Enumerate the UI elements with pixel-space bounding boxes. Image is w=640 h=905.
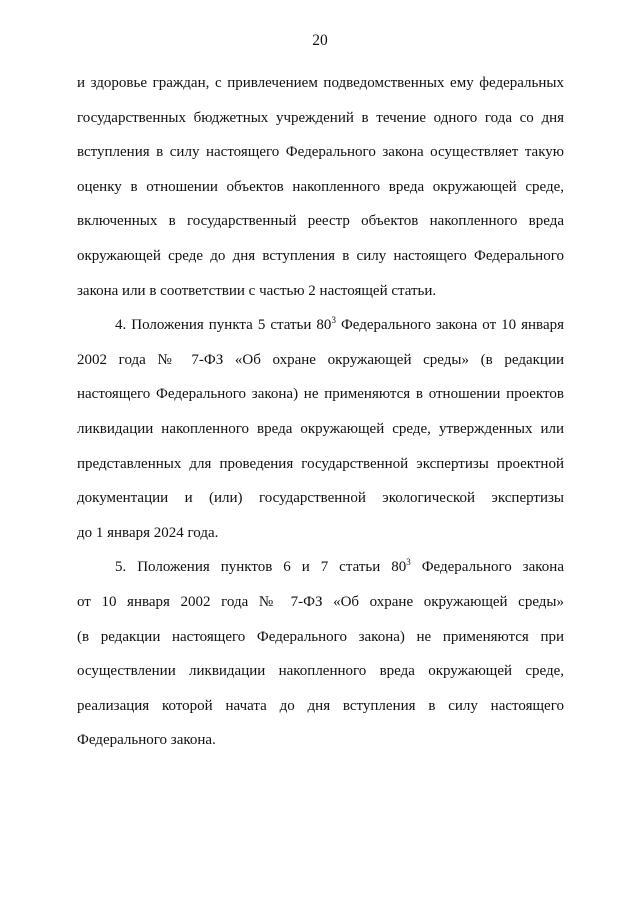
text-line: от 10 января 2002 года № 7-ФЗ «Об охране окружающей среды» [77,593,564,610]
superscript: 3 [331,315,336,326]
text-line: осуществлении ликвидации накопленного вреда окружающей среде, [77,663,564,680]
text-line: (в редакции настоящего Федерального закона) не применяются при [77,628,564,645]
text-fragment: 4. Положения пункта 5 статьи 80 [115,317,332,334]
text-fragment: Федерального закона от 10 января [335,317,565,334]
text-line: 2002 года № 7-ФЗ «Об охране окружающей среды» (в редакции [77,351,564,368]
text-line: настоящего Федерального закона) не применяются в отношении проектов [77,386,564,403]
page-number: 20 [312,32,328,49]
text-line: оценку в отношении объектов накопленного вреда окружающей среде, [77,178,564,195]
text-line: включенных в государственный реестр объектов накопленного вреда [77,213,564,230]
text-fragment: Федерального закона [410,559,564,576]
document-body [77,66,564,758]
text-fragment: 5. Положения пунктов 6 и 7 статьи 80 [115,559,407,576]
text-line: государственных бюджетных учреждений в течение одного года со дня [77,109,564,126]
text-line: ликвидации накопленного вреда окружающей среде, утвержденных или [77,420,564,437]
text-line: Федерального закона. [77,732,216,749]
text-line: до 1 января 2024 года. [77,524,219,541]
text-line [77,550,564,585]
text-line: представленных для проведения государственной экспертизы проектной [77,455,564,472]
text-line: документации и (или) государственной экологической экспертизы [77,490,564,507]
text-line: реализация которой начата до дня вступления в силу настоящего [77,697,564,714]
text-line: окружающей среде до дня вступления в силу настоящего Федерального [77,247,564,264]
superscript: 3 [406,557,411,568]
text-line [77,308,564,343]
text-line: и здоровье граждан, с привлечением подведомственных ему федеральных [77,75,564,91]
paragraph-item-4 [77,308,564,550]
paragraph-item-5 [77,550,564,758]
text-line: закона или в соответствии с частью 2 настоящей статьи. [77,282,437,299]
paragraph-continuation [77,66,564,308]
text-line: вступления в силу настоящего Федерального закона осуществляет такую [77,144,564,161]
